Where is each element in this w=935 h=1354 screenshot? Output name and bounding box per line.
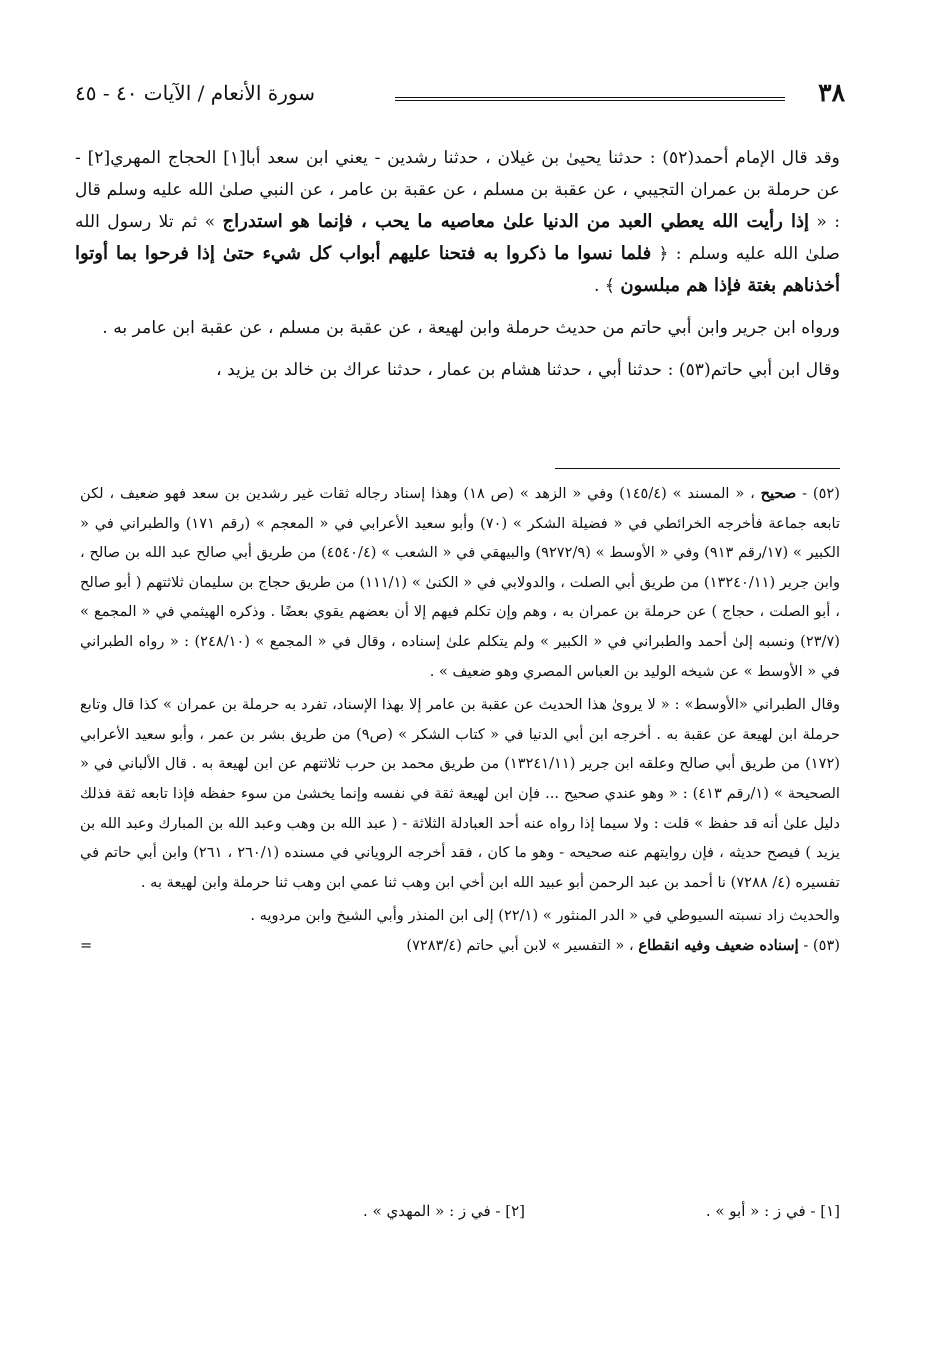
note-52-number: (٥٢) - bbox=[796, 485, 840, 502]
note-52 bbox=[80, 479, 840, 686]
note-53-grade: إسناده ضعيف وفيه انقطاع bbox=[638, 936, 799, 954]
editor-footnotes bbox=[80, 1202, 840, 1232]
note-53-continuation: = bbox=[80, 936, 93, 954]
header-rule bbox=[395, 97, 785, 101]
page-number: ٣٨ bbox=[818, 78, 845, 107]
note-53-text: ، « التفسير » لابن أبي حاتم (٧٢٨٣/٤) bbox=[406, 936, 639, 954]
note-52-text: ، « المسند » (١٤٥/٤) وفي « الزهد » (ص ١٨) وهذا إسناد رجاله ثقات غير رشدين بن سعد فهو ضعيف ، لكن تابعه جماعة فأخرجه الخرائطي في « فضيلة الشكر » (٧٠) وأبو سعيد الأعرابي في « المعجم » (رقم ١٧١) والطبراني في « الكبير » (١٧/رقم ٩١٣) وفي « الأوسط » (٩٢٧٢/٩) والبيهقي في « الشعب » (٤٥٤٠/٤) من طريق أبي صالح عبد الله بن صالح ، وابن جرير (١٣٢٤٠/١١) من طريق أبي الصلت ، والدولابي في « الكنىٰ » (١١١/١) من طريق حجاج بن سليمان ثلاثتهم ( أبو صالح ، أبو الصلت ، حجاج ) عن حرملة بن عمران به ، وهم وإن تكلم فيهم إلا أن بعضهم يقوي بعضًا . وذكره الهيثمي في « المجمع » (٢٣/٧) ونسبه إلىٰ أحمد والطبراني في « الكبير » ولم يتكلم علىٰ إسناده ، وقال في « المجمع » (٢٤٨/١٠) : « رواه الطبراني في « الأوسط » عن شيخه الوليد بن العباس المصري وهو ضعيف » . bbox=[80, 485, 841, 680]
note-53-number: (٥٣) - bbox=[798, 936, 840, 954]
paragraph-hadith bbox=[75, 142, 840, 302]
hadith-matn: إذا رأيت الله يعطي العبد من الدنيا علىٰ معاصيه ما يحب ، فإنما هو استدراج bbox=[222, 211, 809, 232]
running-title: سورة الأنعام / الآيات ٤٠ - ٤٥ bbox=[75, 81, 315, 105]
note-53 bbox=[80, 931, 840, 961]
notes-section bbox=[80, 479, 840, 961]
page-header bbox=[75, 78, 845, 118]
verse-close: ﴾ . bbox=[593, 276, 621, 296]
note-tabarani: وقال الطبراني «الأوسط» : « لا يروىٰ هذا الحديث عن عقبة بن عامر إلا بهذا الإسناد، تفرد به حرملة بن عمران » كذا قال وتابع حرملة ابن لهيعة عن عقبة به . أخرجه ابن أبي الدنيا في « كتاب الشكر » (ص٩) من طريق بشر بن عمر ، وأبو سعيد الأعرابي (١٧٢) من طريق أبي صالح وعلقه ابن جرير (١٣٢٤١/١١) من طريق محمد بن حرب ثلاثتهم عن ابن لهيعة به . قال الألباني في « الصحيحة » (١/رقم ٤١٣) : « وهو عندي صحيح ... فإن ابن لهيعة ثقة في نفسه وإنما يخشىٰ من سوء حفظه فإذا تابعه ثقة فذلك دليل علىٰ أنه قد حفظ » قلت : ولا سيما إذا رواه عنه أحد العبادلة الثلاثة - ( عبد الله بن وهب وعبد الله بن المبارك وعبد الله بن يزيد ) فيصح حديثه ، فإن روايتهم عنه صحيحه - وهو ما كان ، فقد أخرجه الروياني في مسنده (٢٦٠/١ ، ٢٦١) وابن أبي حاتم في تفسيره (٤/ ٧٢٨٨) نا أحمد بن عبد الرحمن أبو عبيد الله ابن أخي ابن وهب ثنا عمي ابن وهب ثنا حرملة وابن لهيعة به . bbox=[80, 696, 840, 891]
hadith-bridge: » ثم تلا رسول الله صلىٰ الله عليه وسلم : ﴿ bbox=[75, 212, 840, 264]
footnote-2: [٢] - في ز : « المهدي » . bbox=[362, 1202, 525, 1220]
paragraph-riwaya: ورواه ابن جرير وابن أبي حاتم من حديث حرملة وابن لهيعة ، عن عقبة بن مسلم ، عن عقبة ابن عامر به . bbox=[102, 318, 840, 338]
hadith-isnad: وقد قال الإمام أحمد(٥٢) : حدثنا يحيىٰ بن غيلان ، حدثنا رشدين - يعني ابن سعد أبا[١] الحجاج المهري[٢] - عن حرملة بن عمران التجيبي ، عن عقبة بن مسلم ، عن عقبة بن عامر ، عن النبي صلىٰ الله عليه وسلم قال : « bbox=[75, 148, 840, 232]
quran-verse: فلما نسوا ما ذكروا به فتحنا عليهم أبواب كل شيء حتىٰ إذا فرحوا بما أوتوا أخذناهم بغتة فإذا هم مبلسون bbox=[75, 243, 840, 296]
note-suyuti: والحديث زاد نسبته السيوطي في « الدر المنثور » (٢٢/١) إلى ابن المنذر وأبي الشيخ وابن مردويه . bbox=[250, 907, 840, 925]
main-text bbox=[75, 142, 840, 396]
notes-separator bbox=[555, 468, 840, 469]
note-52-grade: صحيح bbox=[760, 485, 797, 502]
paragraph-ibn-abi-hatim: وقال ابن أبي حاتم(٥٣) : حدثنا أبي ، حدثنا هشام بن عمار ، حدثنا عراك بن خالد بن يزيد ، bbox=[216, 360, 840, 380]
footnote-1: [١] - في ز : « أبو » . bbox=[705, 1202, 840, 1220]
